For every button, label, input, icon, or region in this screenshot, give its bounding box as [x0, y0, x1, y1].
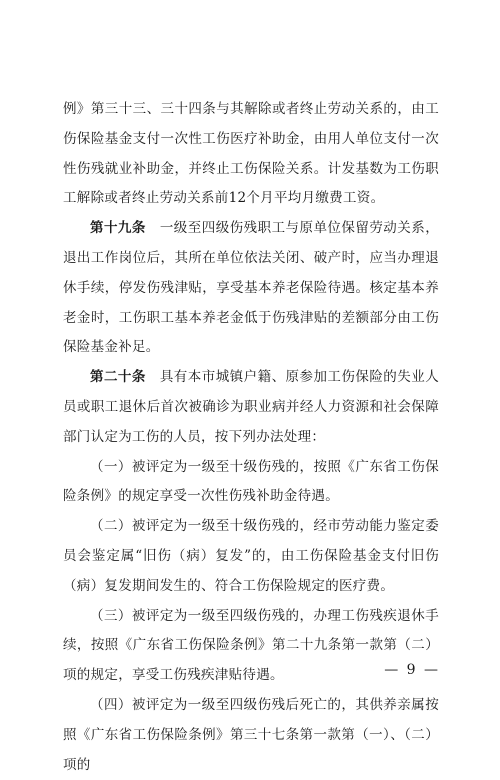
list-item-3: [63, 602, 439, 691]
paragraph-text: （二）被评定为一级至十级伤残的，经市劳动能力鉴定委员会鉴定属“旧伤（病）复发”的，由工伤保险基金支付旧伤（病）复发期间发生的、符合工伤保险规定的医疗费。: [63, 518, 439, 594]
article-19-paragraph: [63, 214, 439, 363]
article-heading: 第二十条: [90, 369, 146, 386]
article-heading: 第十九条: [90, 220, 146, 237]
paragraph-text: 一级至四级伤残职工与原单位保留劳动关系，退出工作岗位后，其所在单位依法关闭、破产时，应当办理退休手续，停发伤残津贴，享受基本养老保险待遇。核定基本养老金时，工伤职工基本养老金低于伤残津贴的差额部分由工伤保险基金补足。: [63, 220, 439, 356]
paragraph-text: （一）被评定为一级至十级伤残的，按照《广东省工伤保险条例》的规定享受一次性伤残补助金待遇。: [63, 458, 439, 505]
list-item-4: [63, 691, 439, 780]
list-item-2: [63, 512, 439, 601]
paragraph-text: 具有本市城镇户籍、原参加工伤保险的失业人员或职工退休后首次被确诊为职业病并经人力资源和社会保障部门认定为工伤的人员，按下列办法处理：: [63, 369, 439, 445]
paragraph-text: （四）被评定为一级至四级伤残后死亡的，其供养亲属按照《广东省工伤保险条例》第三十七条第一款第（一）、（二）项的: [63, 696, 439, 773]
page-number: — 9 —: [384, 662, 440, 678]
paragraph-text: （三）被评定为一级至四级伤残的，办理工伤残疾退休手续，按照《广东省工伤保险条例》第二十九条第一款第（二）项的规定，享受工伤残疾津贴待遇。: [63, 607, 439, 684]
paragraph-continued: [63, 95, 439, 214]
article-20-paragraph: [63, 363, 439, 452]
list-item-1: [63, 453, 439, 513]
paragraph-text: 例》第三十三、三十四条与其解除或者终止劳动关系的，由工伤保险基金支付一次性工伤医疗补助金，由用人单位支付一次性伤残就业补助金，并终止工伤保险关系。计发基数为工伤职工解除或者终止劳动关系前12个月平均月缴费工资。: [63, 101, 439, 207]
body-text: [63, 95, 439, 780]
